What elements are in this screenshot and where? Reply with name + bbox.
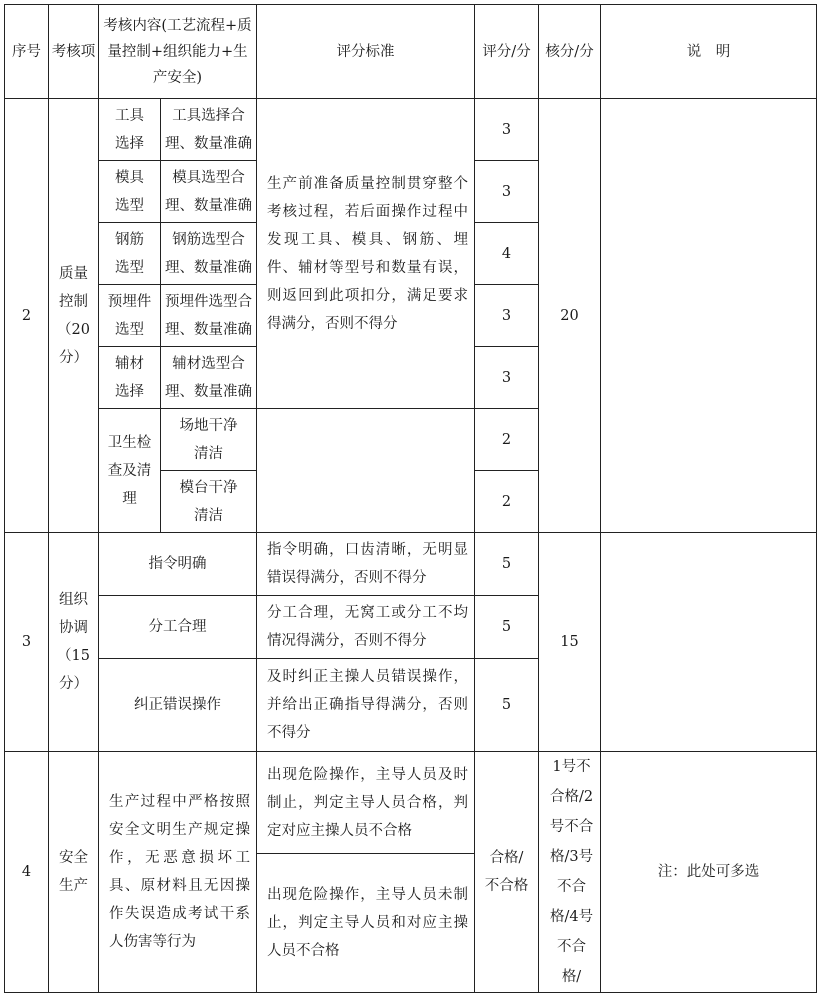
sec2-no: 2 <box>5 99 49 533</box>
header-score: 评分/分 <box>475 5 539 99</box>
sec3-no: 3 <box>5 533 49 752</box>
header-remark: 说 明 <box>601 5 817 99</box>
header-criteria: 评分标准 <box>257 5 475 99</box>
sec2-row-desc: 工具选择合理、数量准确 <box>161 99 257 161</box>
sec2-row-desc: 辅材选型合理、数量准确 <box>161 347 257 409</box>
header-row <box>5 5 817 99</box>
sec4-content: 生产过程中严格按照安全文明生产规定操作，无恶意损坏工具、原材料且无因操作失误造成考试干系人伤害等行为 <box>99 752 257 993</box>
sec3-row-name: 分工合理 <box>99 596 257 659</box>
header-content: 考核内容(工艺流程+质量控制+组织能力+生产安全) <box>99 5 257 99</box>
sec3-row-score: 5 <box>475 659 539 752</box>
sec4-remark: 注：此处可多选 <box>601 752 817 993</box>
sec2-hygiene-score: 2 <box>475 471 539 533</box>
sec3-row-score: 5 <box>475 533 539 596</box>
sec2-row-score: 3 <box>475 99 539 161</box>
sec4-no: 4 <box>5 752 49 993</box>
sec2-row-name: 钢筋选型 <box>99 223 161 285</box>
sec2-hygiene-score: 2 <box>475 409 539 471</box>
sec2-row-desc: 预埋件选型合理、数量准确 <box>161 285 257 347</box>
assessment-table <box>4 4 817 993</box>
sec3-item: 组织协调（15分） <box>49 533 99 752</box>
sec2-row-score: 4 <box>475 223 539 285</box>
sec2-row-name: 预埋件选型 <box>99 285 161 347</box>
sec2-criteria-empty <box>257 409 475 533</box>
header-check: 核分/分 <box>539 5 601 99</box>
sec3-row-score: 5 <box>475 596 539 659</box>
sec2-row-desc: 模具选型合理、数量准确 <box>161 161 257 223</box>
sec2-row-name: 工具选择 <box>99 99 161 161</box>
sec2-row-score: 3 <box>475 347 539 409</box>
sec2-row-name: 辅材选择 <box>99 347 161 409</box>
sec4-criteria-2: 出现危险操作，主导人员未制止，判定主导人员和对应主操人员不合格 <box>257 854 475 993</box>
sec2-row-score: 3 <box>475 161 539 223</box>
sec4-check: 1号不合格/2号不合格/3号不合格/4号不合格/ <box>539 752 601 993</box>
sec3-row-criteria: 分工合理，无窝工或分工不均情况得满分，否则不得分 <box>257 596 475 659</box>
sec4-score: 合格/不合格 <box>475 752 539 993</box>
sec2-hygiene-desc: 场地干净清洁 <box>161 409 257 471</box>
sec4-criteria-1: 出现危险操作，主导人员及时制止，判定主导人员合格，判定对应主操人员不合格 <box>257 752 475 854</box>
sec2-check: 20 <box>539 99 601 533</box>
sec3-row-name: 纠正错误操作 <box>99 659 257 752</box>
sec2-hygiene-desc: 模台干净清洁 <box>161 471 257 533</box>
sec4-item: 安全生产 <box>49 752 99 993</box>
sec2-item: 质量控制（20分） <box>49 99 99 533</box>
sec3-row-criteria: 及时纠正主操人员错误操作，并给出正确指导得满分，否则不得分 <box>257 659 475 752</box>
sec2-remark <box>601 99 817 533</box>
header-no: 序号 <box>5 5 49 99</box>
sec2-hygiene-name: 卫生检查及清理 <box>99 409 161 533</box>
sec2-criteria: 生产前准备质量控制贯穿整个考核过程，若后面操作过程中发现工具、模具、钢筋、埋件、辅材等型号和数量有误，则返回到此项扣分，满足要求得满分，否则不得分 <box>257 99 475 409</box>
header-item: 考核项 <box>49 5 99 99</box>
sec3-check: 15 <box>539 533 601 752</box>
sec3-row-name: 指令明确 <box>99 533 257 596</box>
table-row <box>5 752 817 854</box>
sec2-row-score: 3 <box>475 285 539 347</box>
sec2-row-desc: 钢筋选型合理、数量准确 <box>161 223 257 285</box>
table-row <box>5 99 817 161</box>
sec3-row-criteria: 指令明确，口齿清晰，无明显错误得满分，否则不得分 <box>257 533 475 596</box>
table-row <box>5 533 817 596</box>
sec2-row-name: 模具选型 <box>99 161 161 223</box>
sec3-remark <box>601 533 817 752</box>
